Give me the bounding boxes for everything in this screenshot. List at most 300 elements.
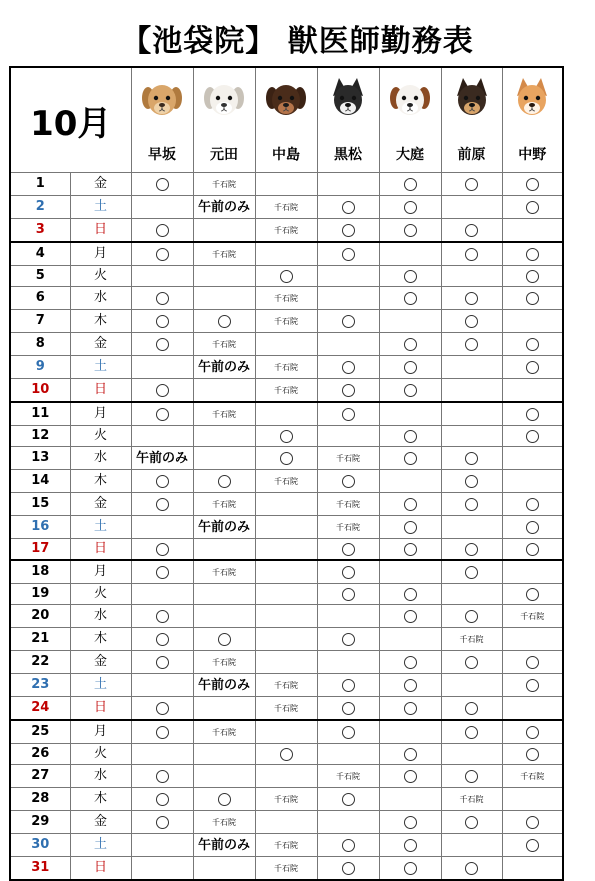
chitose-branch-label: 千石院 [274, 704, 299, 713]
on-duty-circle [465, 224, 478, 237]
on-duty-circle [156, 633, 169, 646]
day-number: 25 [10, 720, 70, 744]
day-number: 24 [10, 697, 70, 721]
shift-cell [317, 447, 379, 470]
on-duty-circle [404, 521, 417, 534]
table-row [10, 426, 563, 447]
on-duty-circle [404, 748, 417, 761]
day-of-week: 日 [70, 697, 131, 721]
shift-cell [502, 310, 563, 333]
chitose-branch-label: 千石院 [212, 818, 237, 827]
chitose-branch-label: 千石院 [274, 681, 299, 690]
on-duty-circle [465, 475, 478, 488]
shift-cell [317, 493, 379, 516]
day-of-week: 土 [70, 834, 131, 857]
table-row [10, 470, 563, 493]
shift-cell [131, 720, 193, 744]
shift-cell [255, 287, 317, 310]
shift-cell [379, 834, 441, 857]
table-row [10, 628, 563, 651]
day-number: 21 [10, 628, 70, 651]
shift-cell [317, 720, 379, 744]
shift-cell [131, 605, 193, 628]
on-duty-circle [156, 702, 169, 715]
on-duty-circle [404, 498, 417, 511]
shift-cell [379, 560, 441, 584]
shift-cell [502, 287, 563, 310]
on-duty-circle [156, 475, 169, 488]
on-duty-circle [404, 702, 417, 715]
shift-cell [317, 356, 379, 379]
shift-cell [502, 720, 563, 744]
table-row [10, 834, 563, 857]
shift-cell [502, 196, 563, 219]
day-number: 9 [10, 356, 70, 379]
chitose-branch-label: 千石院 [274, 203, 299, 212]
day-of-week: 月 [70, 560, 131, 584]
shift-cell [255, 560, 317, 584]
on-duty-circle [404, 610, 417, 623]
shift-cell [193, 242, 255, 266]
shift-cell [379, 242, 441, 266]
shift-cell [193, 560, 255, 584]
chitose-branch-label: 千石院 [336, 454, 361, 463]
shift-cell [317, 674, 379, 697]
shift-cell [441, 744, 502, 765]
day-of-week: 木 [70, 628, 131, 651]
shift-cell [131, 744, 193, 765]
dog-face-jackrussell-icon [380, 68, 441, 130]
shift-cell [317, 470, 379, 493]
table-row [10, 493, 563, 516]
shift-cell [131, 788, 193, 811]
on-duty-circle [404, 361, 417, 374]
shift-cell [379, 605, 441, 628]
shift-cell [193, 628, 255, 651]
on-duty-circle [404, 270, 417, 283]
shift-cell [193, 744, 255, 765]
chitose-branch-label: 千石院 [212, 180, 237, 189]
on-duty-circle [465, 610, 478, 623]
shift-cell [379, 765, 441, 788]
on-duty-circle [342, 633, 355, 646]
on-duty-circle [526, 270, 539, 283]
day-of-week: 日 [70, 539, 131, 561]
table-row [10, 196, 563, 219]
shift-cell [317, 834, 379, 857]
on-duty-circle [526, 748, 539, 761]
day-number: 10 [10, 379, 70, 403]
day-number: 4 [10, 242, 70, 266]
day-of-week: 水 [70, 287, 131, 310]
shift-cell [441, 628, 502, 651]
day-number: 6 [10, 287, 70, 310]
shift-cell [441, 219, 502, 243]
vet-name: 中野 [518, 147, 547, 163]
shift-cell [317, 811, 379, 834]
shift-cell [317, 242, 379, 266]
shift-cell [502, 811, 563, 834]
table-row [10, 287, 563, 310]
on-duty-circle [342, 726, 355, 739]
shift-cell [502, 470, 563, 493]
on-duty-circle [465, 543, 478, 556]
chitose-branch-label: 千石院 [459, 795, 484, 804]
shift-cell [502, 426, 563, 447]
shift-cell [441, 560, 502, 584]
schedule-table [9, 66, 564, 881]
shift-cell [255, 196, 317, 219]
dog-face-chihuahua-icon [442, 68, 502, 130]
on-duty-circle [526, 839, 539, 852]
on-duty-circle [526, 679, 539, 692]
shift-cell [502, 447, 563, 470]
dog-face-shiba-icon [503, 68, 563, 130]
shift-cell [131, 402, 193, 426]
on-duty-circle [465, 770, 478, 783]
shift-cell [255, 628, 317, 651]
shift-cell [441, 173, 502, 196]
table-row [10, 651, 563, 674]
on-duty-circle [465, 862, 478, 875]
shift-cell [379, 356, 441, 379]
shift-cell [131, 242, 193, 266]
shift-cell [379, 788, 441, 811]
shift-cell [379, 697, 441, 721]
shift-cell [502, 516, 563, 539]
shift-cell [441, 674, 502, 697]
am-only-label: 午前のみ [198, 519, 251, 535]
on-duty-circle [404, 178, 417, 191]
shift-cell [255, 447, 317, 470]
shift-cell [255, 584, 317, 605]
shift-cell [441, 697, 502, 721]
shift-cell [441, 788, 502, 811]
shift-cell [317, 651, 379, 674]
shift-cell [193, 765, 255, 788]
on-duty-circle [526, 178, 539, 191]
shift-cell [131, 560, 193, 584]
shift-cell [131, 516, 193, 539]
shift-cell [502, 744, 563, 765]
shift-cell [441, 333, 502, 356]
shift-cell [255, 674, 317, 697]
table-row [10, 674, 563, 697]
shift-cell [317, 310, 379, 333]
on-duty-circle [156, 292, 169, 305]
on-duty-circle [526, 338, 539, 351]
shift-cell [255, 379, 317, 403]
vet-header-6 [441, 67, 502, 173]
shift-cell [502, 857, 563, 881]
day-of-week: 水 [70, 447, 131, 470]
shift-cell [379, 674, 441, 697]
day-of-week: 土 [70, 674, 131, 697]
shift-cell [441, 196, 502, 219]
day-of-week: 日 [70, 219, 131, 243]
shift-cell [502, 605, 563, 628]
shift-cell [193, 333, 255, 356]
on-duty-circle [465, 566, 478, 579]
on-duty-circle [404, 656, 417, 669]
table-row [10, 333, 563, 356]
shift-cell [255, 697, 317, 721]
shift-cell [379, 720, 441, 744]
chitose-branch-label: 千石院 [274, 386, 299, 395]
chitose-branch-label: 千石院 [212, 410, 237, 419]
shift-cell [193, 426, 255, 447]
on-duty-circle [342, 315, 355, 328]
shift-cell [502, 674, 563, 697]
on-duty-circle [156, 793, 169, 806]
on-duty-circle [156, 408, 169, 421]
table-row [10, 720, 563, 744]
on-duty-circle [526, 201, 539, 214]
vet-header-4 [317, 67, 379, 173]
shift-cell [379, 402, 441, 426]
shift-cell [441, 516, 502, 539]
on-duty-circle [404, 292, 417, 305]
shift-cell [255, 516, 317, 539]
on-duty-circle [342, 475, 355, 488]
day-of-week: 水 [70, 765, 131, 788]
chitose-branch-label: 千石院 [274, 294, 299, 303]
vet-header-3 [255, 67, 317, 173]
day-of-week: 木 [70, 310, 131, 333]
day-number: 12 [10, 426, 70, 447]
shift-cell [255, 720, 317, 744]
on-duty-circle [342, 543, 355, 556]
chitose-branch-label: 千石院 [520, 772, 545, 781]
on-duty-circle [342, 361, 355, 374]
on-duty-circle [404, 816, 417, 829]
on-duty-circle [280, 452, 293, 465]
shift-cell [193, 287, 255, 310]
shift-cell [441, 447, 502, 470]
on-duty-circle [156, 656, 169, 669]
day-number: 28 [10, 788, 70, 811]
on-duty-circle [526, 521, 539, 534]
chitose-branch-label: 千石院 [336, 523, 361, 532]
shift-cell [131, 219, 193, 243]
chitose-branch-label: 千石院 [274, 317, 299, 326]
shift-cell [317, 584, 379, 605]
on-duty-circle [526, 408, 539, 421]
dog-face-labrador-icon [132, 68, 193, 130]
vet-name: 中島 [272, 147, 301, 163]
day-number: 17 [10, 539, 70, 561]
am-only-label: 午前のみ [198, 677, 251, 693]
shift-cell [441, 242, 502, 266]
on-duty-circle [465, 315, 478, 328]
chitose-branch-label: 千石院 [212, 500, 237, 509]
shift-cell [131, 447, 193, 470]
on-duty-circle [156, 726, 169, 739]
table-row [10, 379, 563, 403]
on-duty-circle [526, 543, 539, 556]
shift-cell [379, 493, 441, 516]
shift-cell [441, 539, 502, 561]
shift-cell [131, 196, 193, 219]
shift-cell [502, 628, 563, 651]
day-number: 7 [10, 310, 70, 333]
day-number: 19 [10, 584, 70, 605]
shift-cell [255, 266, 317, 287]
shift-cell [255, 765, 317, 788]
chitose-branch-label: 千石院 [212, 658, 237, 667]
shift-cell [502, 788, 563, 811]
day-of-week: 水 [70, 605, 131, 628]
shift-cell [193, 788, 255, 811]
day-number: 16 [10, 516, 70, 539]
on-duty-circle [156, 770, 169, 783]
day-of-week: 金 [70, 173, 131, 196]
shift-cell [193, 811, 255, 834]
day-of-week: 木 [70, 470, 131, 493]
shift-cell [441, 287, 502, 310]
day-number: 14 [10, 470, 70, 493]
shift-cell [193, 493, 255, 516]
shift-cell [379, 651, 441, 674]
shift-cell [379, 310, 441, 333]
table-row [10, 539, 563, 561]
day-number: 23 [10, 674, 70, 697]
on-duty-circle [342, 862, 355, 875]
shift-cell [193, 605, 255, 628]
shift-cell [193, 697, 255, 721]
shift-cell [379, 333, 441, 356]
shift-cell [255, 651, 317, 674]
on-duty-circle [156, 566, 169, 579]
day-of-week: 火 [70, 584, 131, 605]
on-duty-circle [465, 248, 478, 261]
on-duty-circle [342, 201, 355, 214]
day-number: 22 [10, 651, 70, 674]
day-of-week: 月 [70, 402, 131, 426]
shift-cell [255, 788, 317, 811]
on-duty-circle [526, 726, 539, 739]
on-duty-circle [156, 543, 169, 556]
day-of-week: 火 [70, 266, 131, 287]
dog-face-frenchbulldog-icon [318, 68, 379, 130]
table-row [10, 310, 563, 333]
shift-cell [317, 333, 379, 356]
shift-cell [193, 516, 255, 539]
on-duty-circle [156, 384, 169, 397]
shift-cell [502, 493, 563, 516]
shift-cell [255, 470, 317, 493]
shift-cell [502, 242, 563, 266]
on-duty-circle [342, 384, 355, 397]
chitose-branch-label: 千石院 [212, 250, 237, 259]
shift-cell [379, 379, 441, 403]
shift-cell [379, 470, 441, 493]
shift-cell [379, 539, 441, 561]
am-only-label: 午前のみ [198, 359, 251, 375]
shift-cell [441, 310, 502, 333]
day-of-week: 金 [70, 651, 131, 674]
shift-cell [502, 402, 563, 426]
day-number: 3 [10, 219, 70, 243]
day-number: 29 [10, 811, 70, 834]
shift-cell [193, 470, 255, 493]
day-number: 11 [10, 402, 70, 426]
vet-header-2 [193, 67, 255, 173]
on-duty-circle [156, 224, 169, 237]
day-number: 15 [10, 493, 70, 516]
on-duty-circle [404, 543, 417, 556]
shift-cell [193, 674, 255, 697]
on-duty-circle [156, 178, 169, 191]
shift-cell [441, 720, 502, 744]
shift-cell [502, 356, 563, 379]
shift-cell [255, 744, 317, 765]
shift-cell [193, 356, 255, 379]
chitose-branch-label: 千石院 [212, 568, 237, 577]
month-label: 10月 [10, 67, 131, 173]
shift-cell [441, 605, 502, 628]
shift-cell [193, 379, 255, 403]
shift-cell [502, 333, 563, 356]
shift-cell [379, 447, 441, 470]
shift-cell [379, 219, 441, 243]
shift-cell [131, 333, 193, 356]
chitose-branch-label: 千石院 [336, 772, 361, 781]
shift-cell [193, 219, 255, 243]
on-duty-circle [526, 816, 539, 829]
day-of-week: 土 [70, 356, 131, 379]
shift-cell [131, 493, 193, 516]
table-row [10, 242, 563, 266]
shift-cell [502, 266, 563, 287]
table-row [10, 788, 563, 811]
chitose-branch-label: 千石院 [274, 363, 299, 372]
table-row [10, 356, 563, 379]
shift-cell [502, 584, 563, 605]
on-duty-circle [404, 862, 417, 875]
on-duty-circle [218, 315, 231, 328]
shift-cell [441, 811, 502, 834]
on-duty-circle [465, 292, 478, 305]
dog-face-shihtzu-icon [194, 68, 255, 130]
on-duty-circle [156, 816, 169, 829]
day-number: 27 [10, 765, 70, 788]
on-duty-circle [342, 839, 355, 852]
day-of-week: 火 [70, 426, 131, 447]
on-duty-circle [465, 816, 478, 829]
shift-cell [317, 426, 379, 447]
shift-cell [131, 834, 193, 857]
chitose-branch-label: 千石院 [274, 841, 299, 850]
shift-cell [379, 811, 441, 834]
shift-cell [131, 287, 193, 310]
shift-cell [131, 811, 193, 834]
on-duty-circle [404, 338, 417, 351]
day-of-week: 火 [70, 744, 131, 765]
shift-cell [317, 560, 379, 584]
shift-cell [317, 744, 379, 765]
shift-cell [441, 266, 502, 287]
shift-cell [255, 333, 317, 356]
shift-cell [502, 173, 563, 196]
on-duty-circle [465, 338, 478, 351]
shift-cell [131, 379, 193, 403]
day-of-week: 金 [70, 493, 131, 516]
shift-cell [317, 628, 379, 651]
on-duty-circle [526, 588, 539, 601]
shift-cell [379, 628, 441, 651]
shift-cell [379, 744, 441, 765]
